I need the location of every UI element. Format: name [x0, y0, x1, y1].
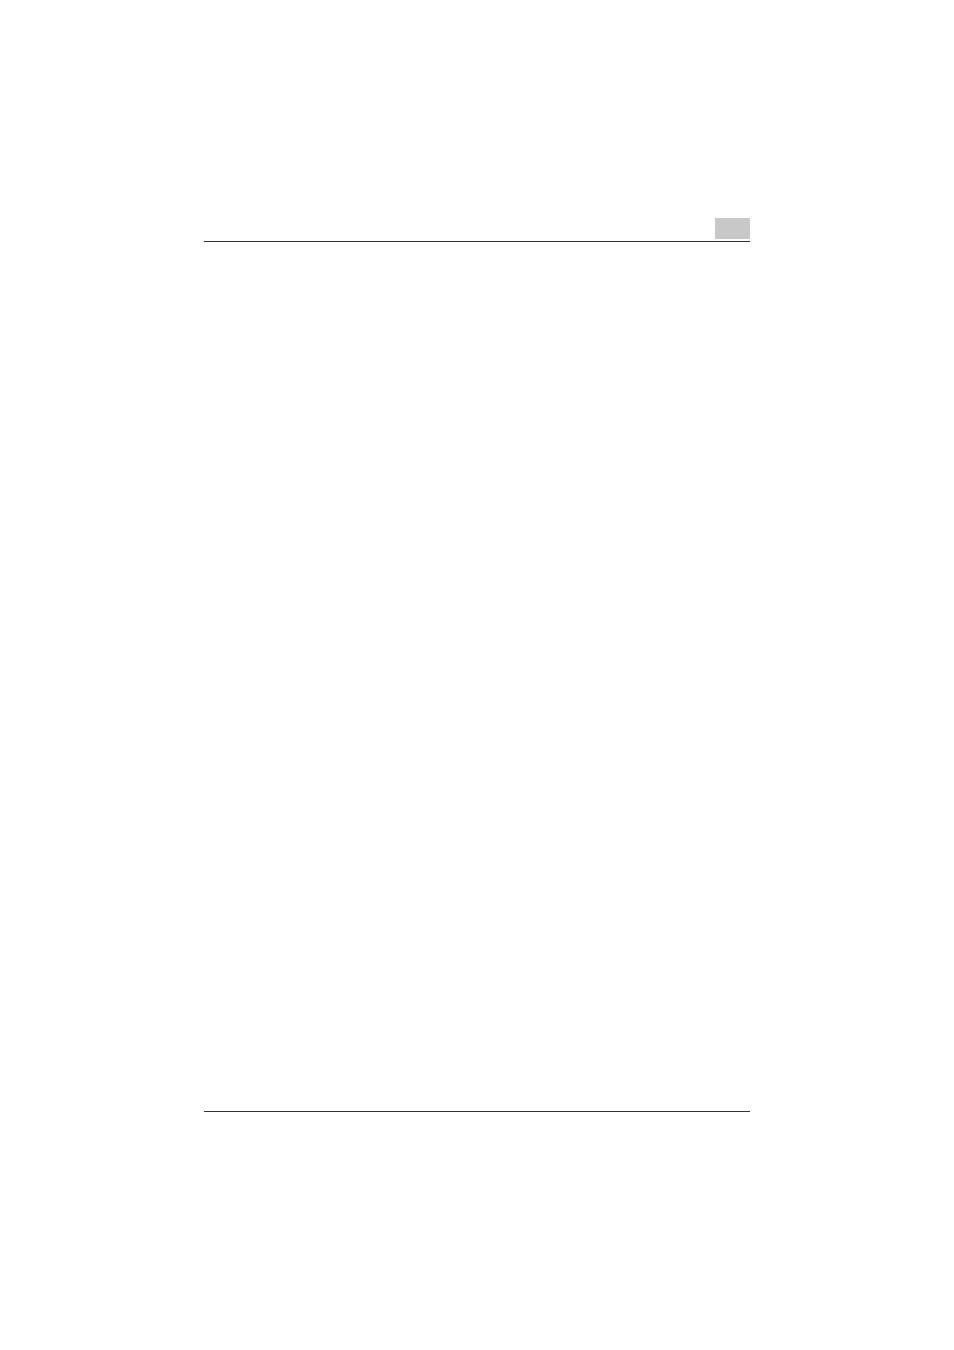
- footer-rule: [204, 1111, 750, 1112]
- header-rule: [204, 241, 750, 242]
- header-tab-marker: [715, 218, 750, 239]
